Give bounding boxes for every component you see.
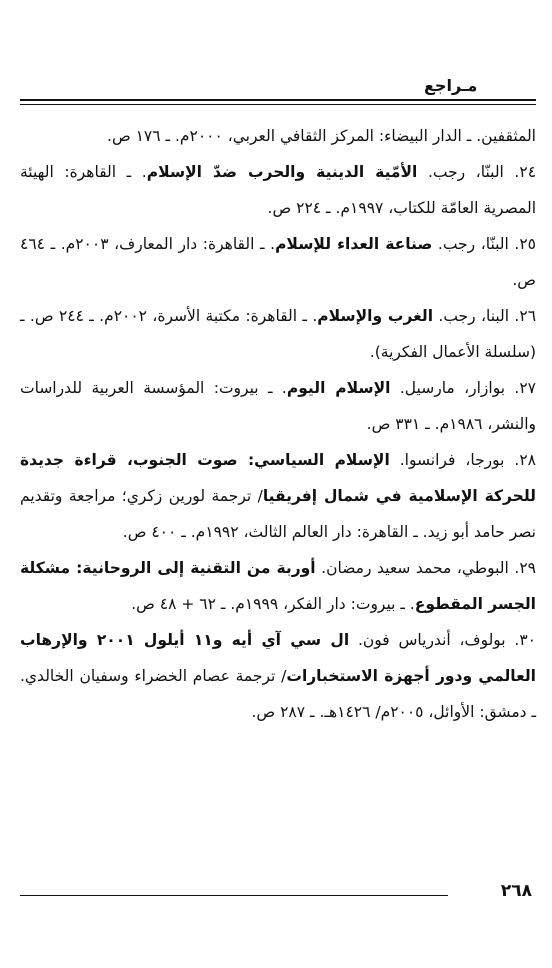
- reference-author: ٢٧. بوازار، مارسيل.: [390, 379, 536, 397]
- references-list: [20, 118, 536, 730]
- reference-details: المثقفين. ـ الدار البيضاء: المركز الثقافي العربي، ٢٠٠٠م. ـ ١٧٦ ص.: [107, 127, 536, 145]
- reference-details: . ـ القاهرة: الهيئة المصرية العامّة للكتاب، ١٩٩٧م. ـ ٢٢٤ ص.: [20, 163, 536, 217]
- footer-rule: [20, 895, 448, 896]
- reference-entry: [20, 118, 536, 154]
- reference-entry: [20, 622, 536, 730]
- reference-title: ال سي آي أيه و١١ أيلول ٢٠٠١ والإرهاب العالمي ودور أجهزة الاستخبارات: [20, 631, 536, 685]
- reference-title: الإسلام اليوم: [286, 379, 391, 397]
- reference-author: ٢٩. البوطي، محمد سعيد رمضان.: [315, 559, 536, 577]
- reference-details: / ترجمة عصام الخضراء وسفيان الخالدي. ـ دمشق: الأوائل، ٢٠٠٥م/ ١٤٢٦هـ. ـ ٢٨٧ ص.: [20, 667, 536, 721]
- reference-details: / ترجمة لورين زكري؛ مراجعة وتقديم نصر حامد أبو زيد. ـ القاهرة: دار العالم الثالث، ١٩٩٢م. ـ ٤٠٠ ص.: [20, 487, 536, 541]
- reference-details: . ـ بيروت: المؤسسة العربية للدراسات والنشر، ١٩٨٦م. ـ ٣٣١ ص.: [20, 379, 536, 433]
- reference-title: الأمّية الدينية والحرب ضدّ الإسلام: [146, 163, 418, 181]
- running-header-title: مـراجع: [424, 76, 478, 95]
- reference-title: أوربة من التقنية إلى الروحانية: مشكلة الجسر المقطوع: [20, 559, 536, 613]
- reference-entry: [20, 154, 536, 226]
- page-number: ٢٦٨: [500, 881, 532, 901]
- reference-author: ٢٨. بورجا، فرانسوا.: [389, 451, 536, 469]
- reference-title: الإسلام السياسي: صوت الجنوب، قراءة جديدة للحركة الإسلامية في شمال إفريقيا: [20, 451, 536, 505]
- reference-author: ٢٥. البنّا، رجب.: [432, 235, 536, 253]
- header-rule-thin: [20, 104, 536, 105]
- reference-entry: [20, 226, 536, 298]
- reference-title: صناعة العداء للإسلام: [275, 235, 433, 253]
- reference-title: الغرب والإسلام: [317, 307, 434, 325]
- reference-entry: [20, 298, 536, 370]
- reference-author: ٢٦. البنا، رجب.: [433, 307, 537, 325]
- header-rule-thick: [20, 99, 536, 101]
- reference-entry: [20, 442, 536, 550]
- reference-author: ٣٠. بولوف، أندرياس فون.: [349, 631, 536, 649]
- reference-author: ٢٤. البنّا، رجب.: [417, 163, 537, 181]
- reference-details: . ـ القاهرة: مكتبة الأسرة، ٢٠٠٢م. ـ ٢٤٤ ص. ـ (سلسلة الأعمال الفكرية).: [20, 307, 536, 361]
- reference-entry: [20, 370, 536, 442]
- reference-details: . ـ بيروت: دار الفكر، ١٩٩٩م. ـ ٦٢ + ٤٨ ص.: [131, 595, 415, 613]
- reference-entry: [20, 550, 536, 622]
- reference-details: . ـ القاهرة: دار المعارف، ٢٠٠٣م. ـ ٤٦٤ ص.: [20, 235, 536, 289]
